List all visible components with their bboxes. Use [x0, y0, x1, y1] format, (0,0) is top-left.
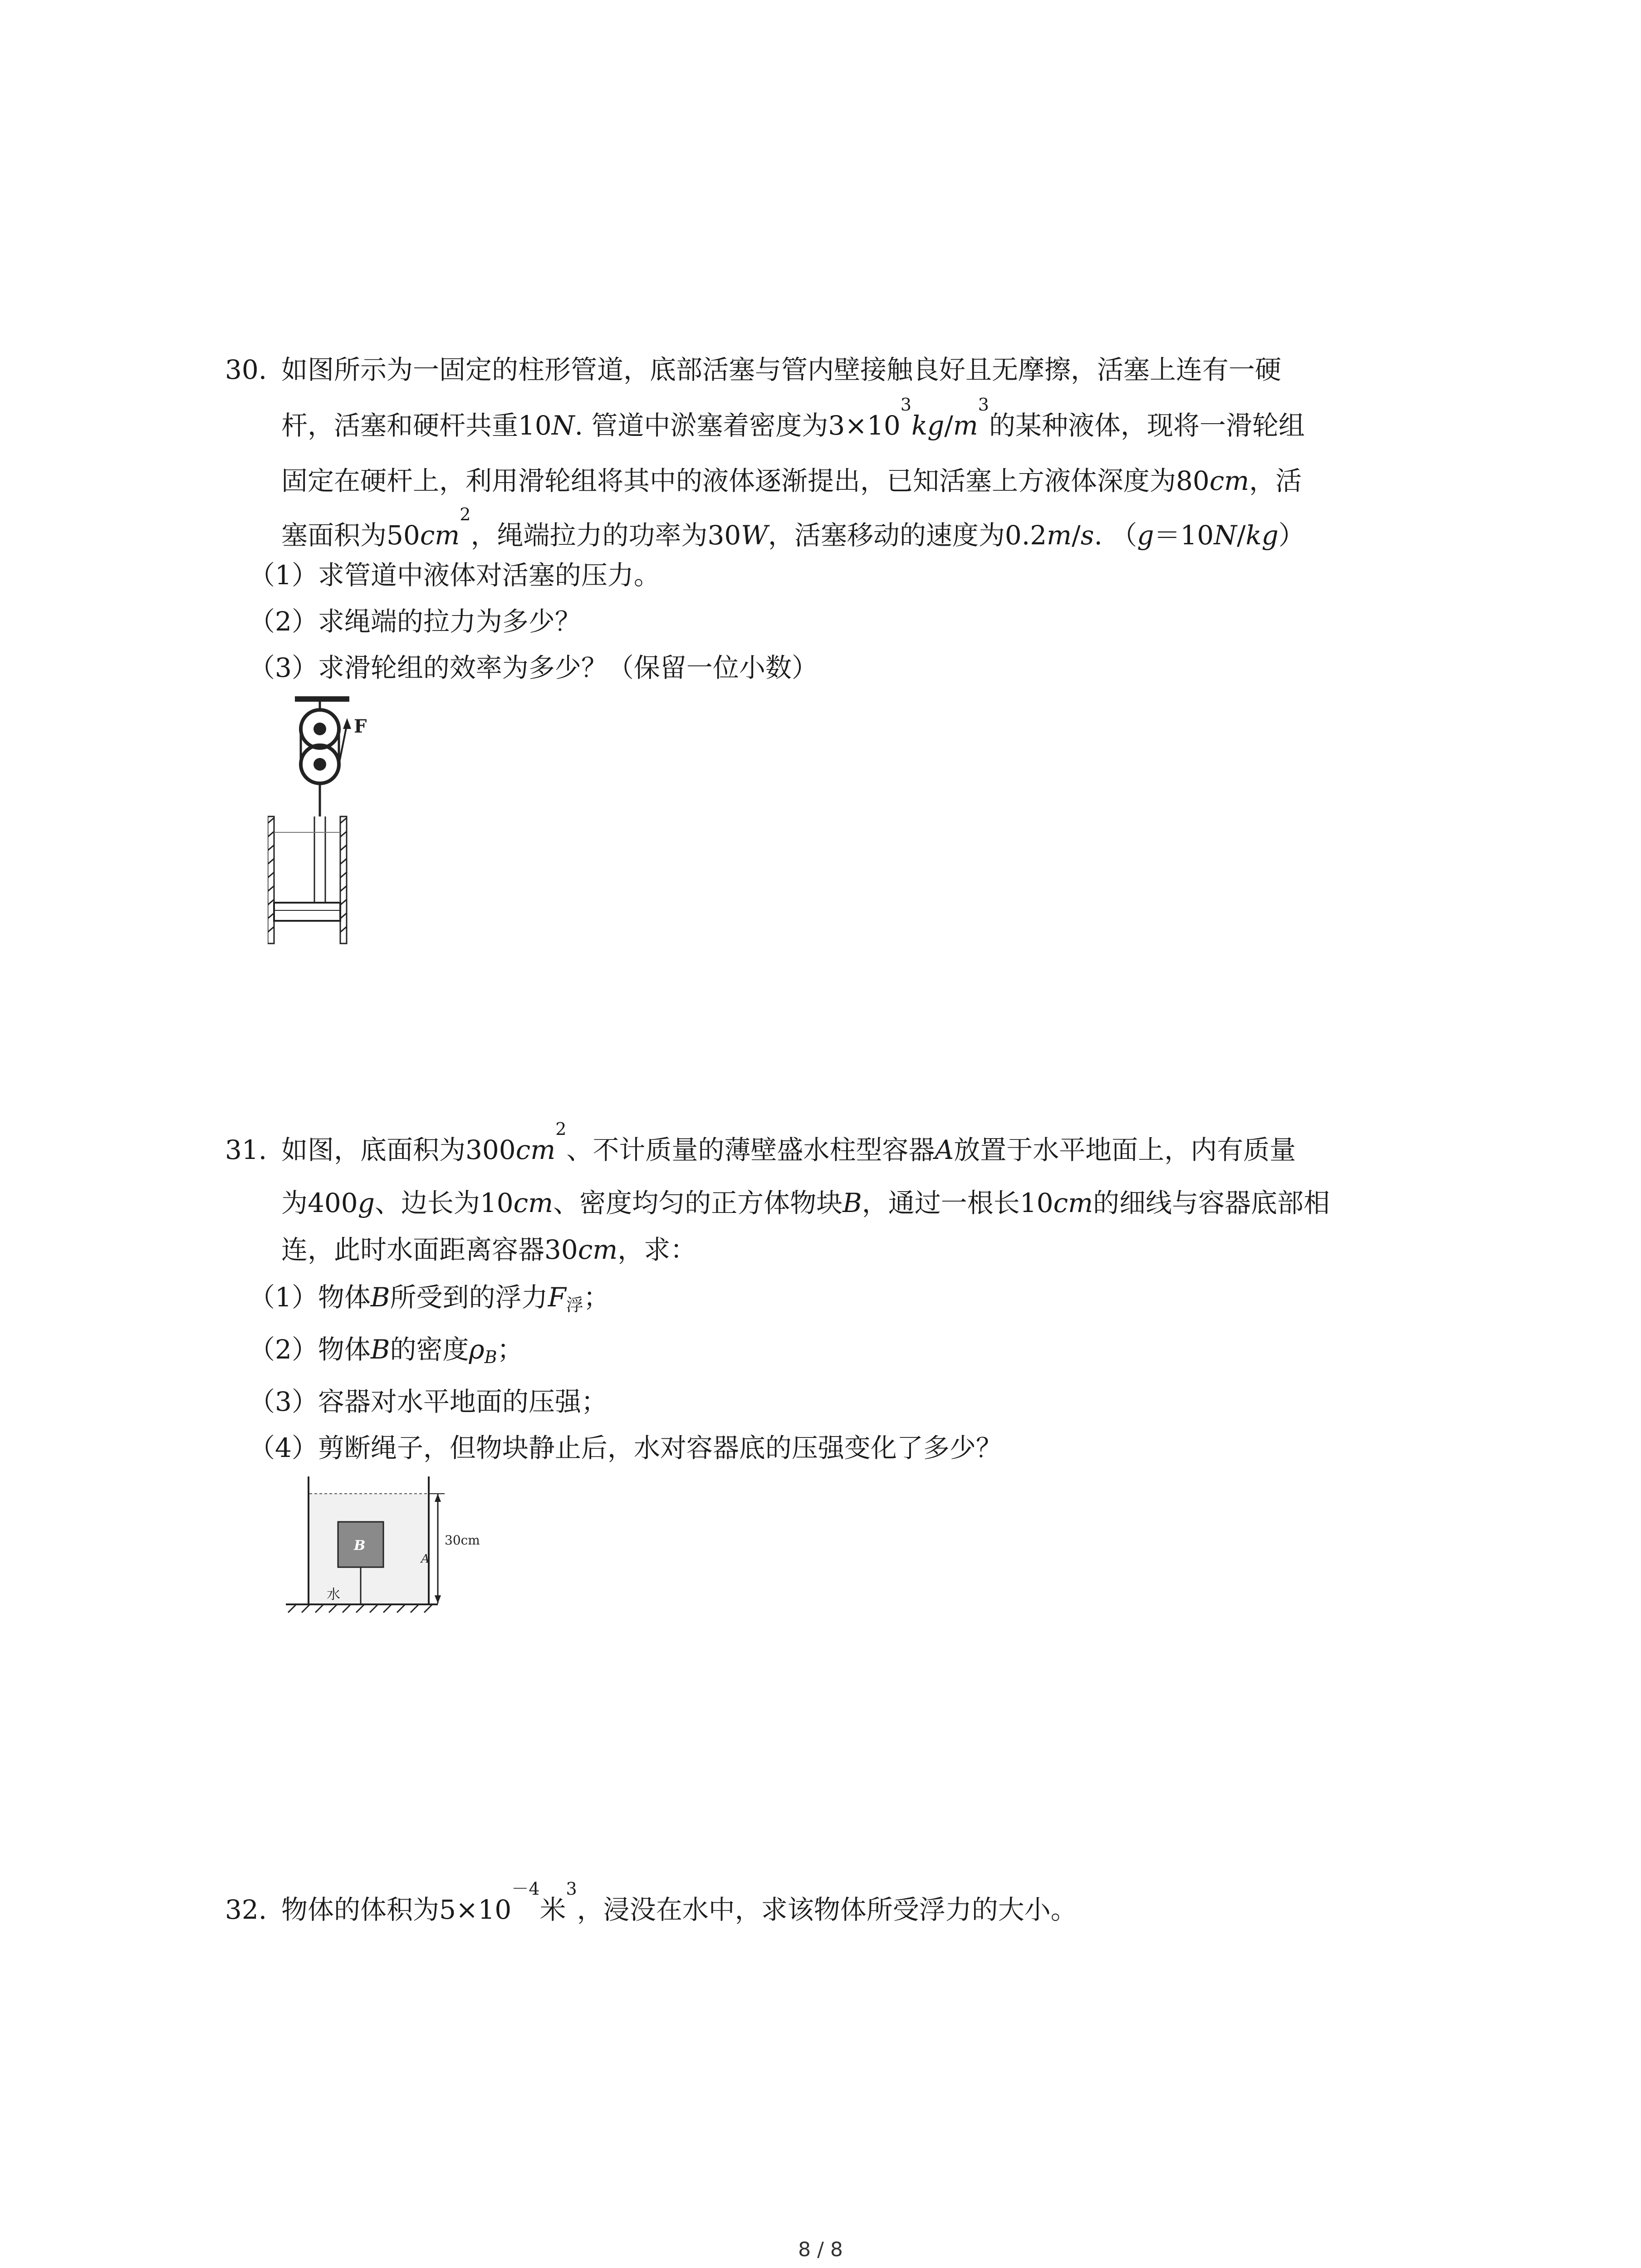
- question-32-number: 32.: [225, 1894, 267, 1925]
- block-label: B: [354, 1538, 366, 1554]
- question-31-sub-4: （4）剪断绳子，但物块静止后，水对容器底的压强变化了多少？: [249, 1432, 1002, 1463]
- question-31-sub-2: （2）物体B的密度$\rho_B$；: [249, 1334, 524, 1367]
- question-31-line-1: 如图，底面积为$300cm^2$、不计质量的薄壁盛水柱型容器A放置于水平地面上，内有质量: [281, 1119, 1296, 1165]
- question-30-line-2: 杆，活塞和硬杆共重10N. 管道中淤塞着密度为$3\times 10^3kg/m^3$的某种液体，现将一滑轮组: [281, 395, 1305, 441]
- question-31-sub-3: （3）容器对水平地面的压强；: [249, 1386, 607, 1417]
- question-30-line-4: 塞面积为$50cm^2$，绳端拉力的功率为30W，活塞移动的速度为0.2m/s. （g＝10N/kg）: [281, 504, 1305, 551]
- question-30-sub-3: （3）求滑轮组的效率为多少？（保留一位小数）: [249, 652, 818, 683]
- question-31-line-2: 为400g、边长为10cm、密度均匀的正方体物块B，通过一根长10cm的细线与容器底部相: [281, 1188, 1330, 1218]
- question-31-sub-1: （1）物体B所受到的浮力$F_浮$；: [249, 1282, 610, 1315]
- question-31-line-3: 连，此时水面距离容器30cm，求：: [281, 1234, 697, 1265]
- container-label: A: [421, 1552, 430, 1566]
- question-30-sub-1: （1）求管道中液体对活塞的压力。: [249, 560, 660, 591]
- question-30-line-1: 如图所示为一固定的柱形管道，底部活塞与管内壁接触良好且无摩擦，活塞上连有一硬: [281, 354, 1282, 385]
- height-label: 30cm: [445, 1533, 480, 1548]
- container-block-diagram: [277, 1476, 495, 1615]
- force-label: F: [354, 716, 367, 737]
- question-31-number: 31.: [225, 1134, 267, 1165]
- question-30-sub-2: （2）求绳端的拉力为多少？: [249, 606, 581, 637]
- pulley-piston-diagram: [268, 696, 381, 950]
- question-30-line-3: 固定在硬杆上，利用滑轮组将其中的液体逐渐提出，已知活塞上方液体深度为80cm，活: [281, 465, 1302, 496]
- question-32-line-1: 物体的体积为$5\times 10^{-4}$米$^3$，浸没在水中，求该物体所受浮力的大小。: [281, 1879, 1077, 1925]
- page-number: 8 / 8: [798, 2238, 843, 2261]
- water-label: 水: [327, 1587, 340, 1603]
- question-30-number: 30.: [225, 354, 267, 385]
